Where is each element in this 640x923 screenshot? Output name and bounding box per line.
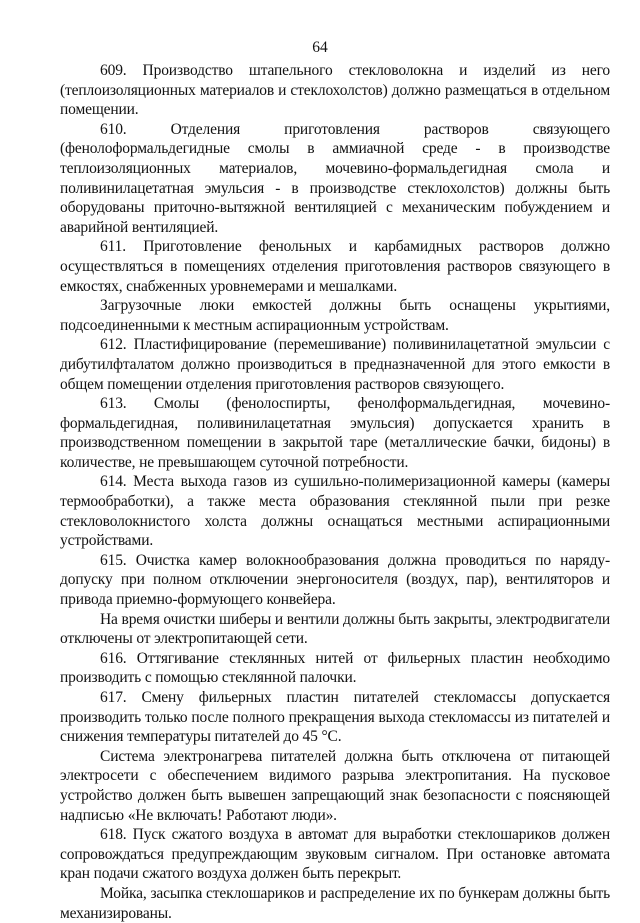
paragraph-616: 616. Оттягивание стеклянных нитей от фильерных пластин необходимо производить с помощью стеклянной палочки. (60, 649, 610, 687)
paragraph-611: 611. Приготовление фенольных и карбамидных растворов должно осуществляться в помещениях отделения приготовления растворов связующего в емкостях, снабженных уровнемерами и мешалками. (60, 238, 610, 295)
paragraph-618-washing: Мойка, засыпка стеклошариков и распределение их по бункерам должны быть механизированы. (60, 884, 610, 922)
paragraph-614: 614. Места выхода газов из сушильно-полимеризационной камеры (камеры термообработки), а также места образования стеклянной пыли при резке стекловолокнистого холста должны оснащаться местными аспирационными устройствами. (60, 473, 610, 550)
page-number: 64 (312, 39, 328, 56)
paragraph-609: 609. Производство штапельного стекловолокна и изделий из него (теплоизоляционных материалов и стеклохолстов) должно размещаться в отдельном помещении. (60, 62, 610, 119)
paragraph-611-hatches: Загрузочные люки емкостей должны быть оснащены укрытиями, подсоединенными к местным аспирационным устройствам. (60, 297, 610, 334)
paragraph-613: 613. Смолы (фенолоспирты, фенолформальдегидная, мочевино-формальдегидная, поливинилацетатная эмульсия) допускается хранить в производственном помещении в закрытой таре (металлические бачки, бидоны) в количестве, не превышающем суточной потребности. (60, 395, 610, 471)
paragraph-610: 610. Отделения приготовления растворов связующего (фенолоформальдегидные смолы в аммиачной среде - в производстве теплоизоляционных материалов, мочевино-формальдегидная смола и поливинилацетатная эмульсия - в производстве стеклохолстов) должны быть оборудованы приточно-вытяжной вентиляцией с механическим побуждением и аварийной вентиляцией. (60, 120, 610, 236)
paragraph-617: 617. Смену фильерных пластин питателей стекломассы допускается производить только после полного прекращения выхода стекломассы из питателей и снижения температуры питателей до 45 °С. (60, 689, 610, 746)
paragraph-618: 618. Пуск сжатого воздуха в автомат для выработки стеклошариков должен сопровождаться предупреждающим звуковым сигналом. При остановке автомата кран подачи сжатого воздуха должен быть перекрыт. (60, 826, 610, 883)
paragraph-615-valves: На время очистки шиберы и вентили должны быть закрыты, электродвигатели отключены от электропитающей сети. (60, 610, 610, 648)
paragraph-617-heating: Система электронагрева питателей должна быть отключена от питающей электросети с обеспечением видимого разрыва электропитания. На пусковое устройство должен быть вывешен запрещающий знак безопасности с поясняющей надписью «Не включать! Работают люди». (60, 747, 610, 824)
paragraph-612: 612. Пластифицирование (перемешивание) поливинилацетатной эмульсии с дибутилфталатом должно производиться в предназначенной для этого емкости в общем помещении отделения приготовления растворов связующего. (60, 336, 610, 393)
paragraph-615: 615. Очистка камер волокнообразования должна проводиться по наряду-допуску при полном отключении энергоносителя (воздух, пар), вентиляторов и привода приемно-формующего конвейера. (60, 551, 610, 609)
document-body (60, 61, 610, 923)
